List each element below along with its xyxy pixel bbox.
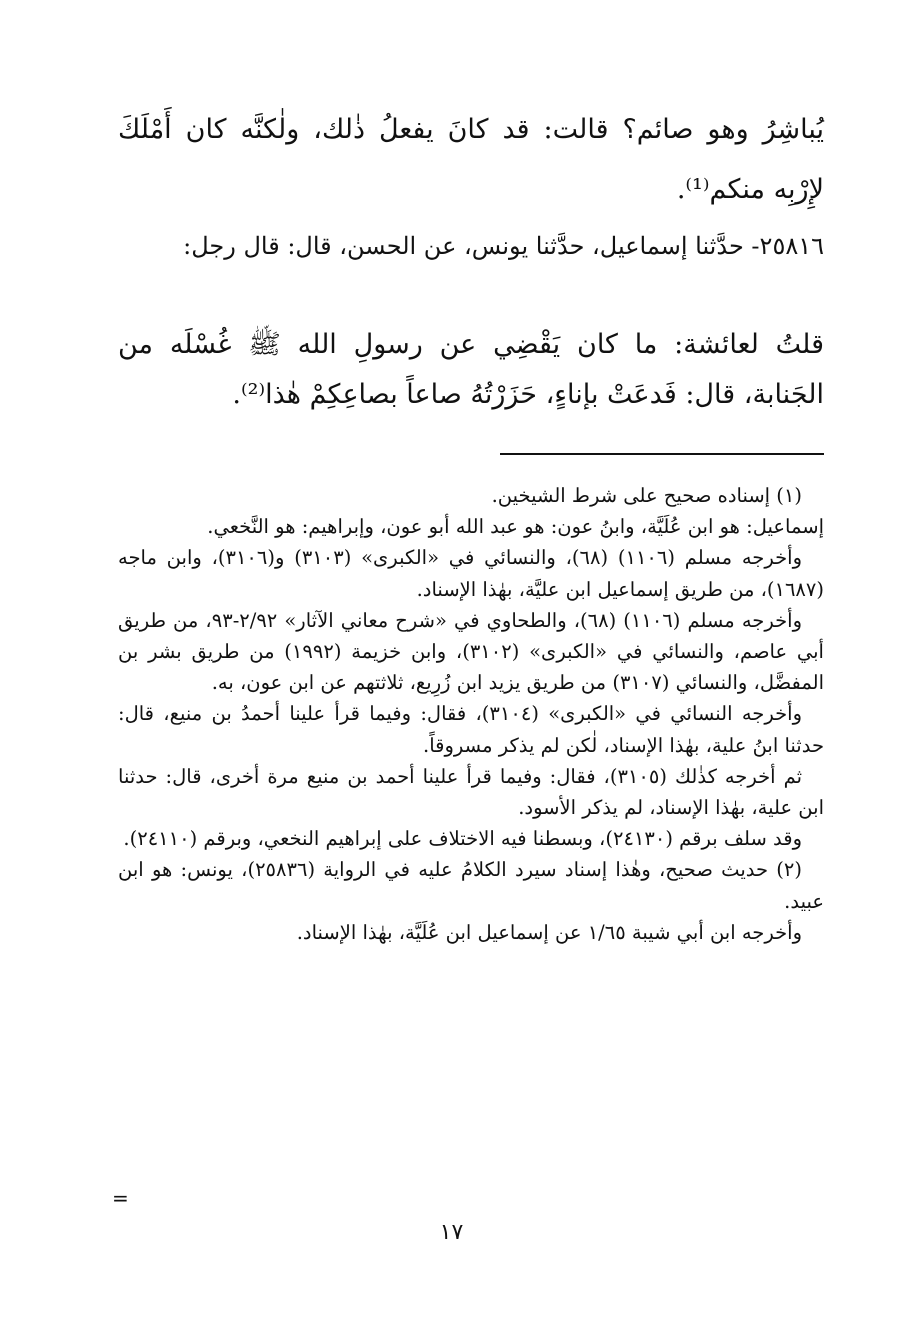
- footnote-1-takhrij-3: وأخرجه النسائي في «الكبرى» (٣١٠٤)، فقال: وفيما قرأ علينا أحمدُ بن منيع، قال: حدثنا ابنُ علية، بهٰذا الإسناد، لٰكن لم يذكر مسروقاً.: [118, 702, 824, 757]
- footnotes-block: [118, 480, 824, 948]
- hadith-chain-paragraph: ٢٥٨١٦- حدَّثنا إسماعيل، حدَّثنا يونس، عن الحسن، قال: قال رجل:: [183, 232, 824, 260]
- footnote-1-narrators: إسماعيل: هو ابن عُلَيَّة، وابنُ عون: هو عبد الله أبو عون، وإبراهيم: هو النَّخعي.: [207, 515, 824, 539]
- footnote-1-takhrij-4: ثم أخرجه كذٰلك (٣١٠٥)، فقال: وفيما قرأ علينا أحمد بن منيع مرة أخرى، قال: حدثنا ابن علية، بهٰذا الإسناد، لم يذكر الأسود.: [118, 764, 824, 820]
- page-number: ١٧: [439, 1220, 464, 1245]
- footnote-2-takhrij: وأخرجه ابن أبي شيبة ١/٦٥ عن إسماعيل ابن عُلَيَّة، بهٰذا الإسناد.: [296, 920, 802, 944]
- footnote-1-takhrij-1: وأخرجه مسلم (١١٠٦) (٦٨)، والنسائي في «الكبرى» (٣١٠٣) و(٣١٠٦)، وابن ماجه (١٦٨٧)، من طريق إسماعيل ابن عليَّة، بهٰذا الإسناد.: [118, 546, 824, 601]
- footnote-separator: [500, 453, 824, 455]
- footnote-2-heading: (٢) حديث صحيح، وهٰذا إسناد سيرد الكلامُ عليه في الرواية (٢٥٨٣٦)، يونس: هو ابن عبيد.: [118, 858, 824, 913]
- footnote-1-heading: (١) إسناده صحيح على شرط الشيخين.: [491, 484, 802, 507]
- hadith-text-paragraph: قلتُ لعائشة: ما كان يَقْضِي عن رسولِ الله ﷺ غُسْلَه من الجَنابة، قال: فَدعَتْ بإناءٍ، حَزَرْتُهُ صاعاً بصاعِكِمْ هٰذا⁽²⁾.: [118, 329, 824, 410]
- footnote-1-cross-reference: وقد سلف برقم (٢٤١٣٠)، وبسطنا فيه الاختلاف على إبراهيم النخعي، وبرقم (٢٤١١٠).: [123, 827, 802, 851]
- footnote-1-takhrij-2: وأخرجه مسلم (١١٠٦) (٦٨)، والطحاوي في «شرح معاني الآثار» ٢/٩٢-٩٣، من طريق أبي عاصم، والنسائي في «الكبرى» (٣١٠٢)، وابن خزيمة (١٩٩٢) من طريق بشر بن المفضَّل، والنسائي (٣١٠٧) من طريق يزيد ابن زُرِيع، ثلاثتهم عن ابن عون، به.: [118, 608, 824, 695]
- main-text-paragraph-1: يُباشِرُ وهو صائم؟ قالت: قد كانَ يفعلُ ذٰلك، ولٰكنَّه كان أَمْلَكَ لإِرْبِه منكم⁽¹⁾.: [118, 114, 824, 205]
- continuation-mark: =: [112, 1186, 129, 1210]
